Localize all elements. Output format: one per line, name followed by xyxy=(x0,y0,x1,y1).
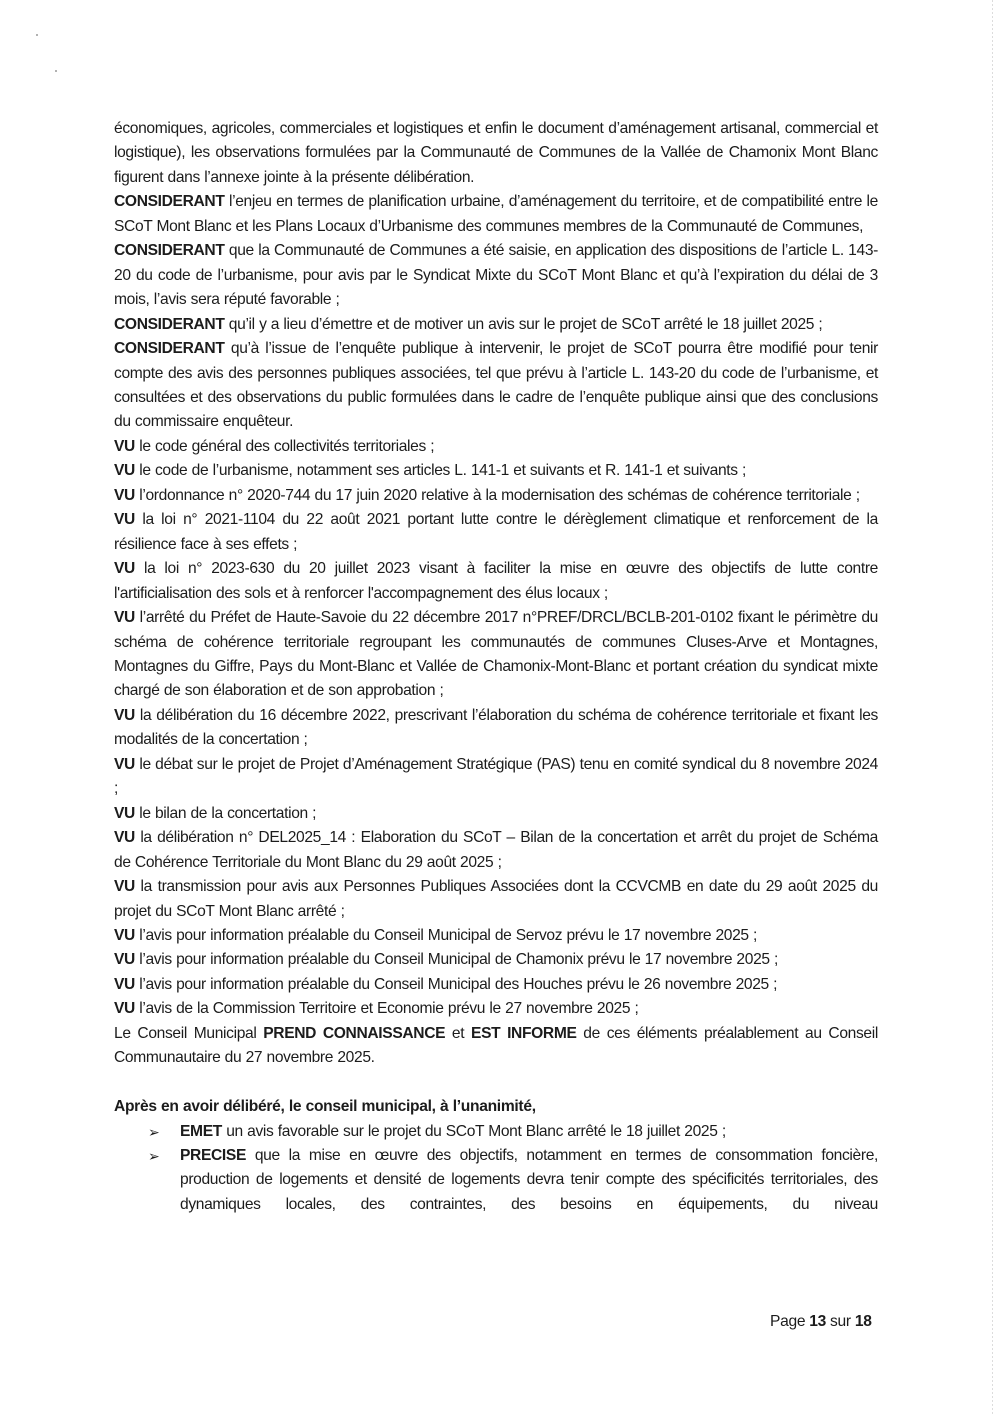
considerant-text: l’enjeu en termes de planification urbaine, d’aménagement du territoire, et de compatibilité entre le SCoT Mont Blanc et les Plans Locaux d’Urbanisme des communes membres de la Communauté de Communes, xyxy=(114,193,878,235)
vu-text: l’avis pour information préalable du Conseil Municipal de Servoz prévu le 17 novembre 2025 ; xyxy=(134,926,758,944)
vu-text: l’avis pour information préalable du Conseil Municipal des Houches prévu le 26 novembre 2025 ; xyxy=(134,975,778,993)
considerant-text: qu’à l’issue de l’enquête publique à intervenir, le projet de SCoT pourra être modifié pour tenir compte des avis des personnes publiques associées, tel que prévu à l’article L. 143-20 du code de l’urbanisme, et consultées et des observations du public formulées dans le cadre de l’enquête publique ainsi que des conclusions du commissaire enquêteur. xyxy=(114,340,878,431)
vu-text: la délibération n° DEL2025_14 : Elaboration du SCoT – Bilan de la concertation et arrêt du projet de Schéma de Cohérence Territoriale du Mont Blanc du 29 août 2025 ; xyxy=(114,829,878,871)
vu-keyword: VU xyxy=(114,755,135,773)
page-number xyxy=(770,1312,872,1332)
decision-text: un avis favorable sur le projet du SCoT Mont Blanc arrêté le 18 juillet 2025 ; xyxy=(221,1122,726,1140)
scan-speck xyxy=(36,34,38,36)
statement-keyword-prend-connaissance: PREND CONNAISSANCE xyxy=(263,1024,446,1042)
vu-paragraph xyxy=(114,484,878,508)
vu-keyword: VU xyxy=(114,804,135,822)
vu-paragraph xyxy=(114,459,878,483)
vu-paragraph xyxy=(114,948,878,972)
vu-paragraph xyxy=(114,973,878,997)
vu-keyword: VU xyxy=(114,1000,135,1018)
considerant-keyword: CONSIDERANT xyxy=(114,193,225,211)
vu-keyword: VU xyxy=(114,609,135,627)
vu-text: la loi n° 2023-630 du 20 juillet 2023 visant à faciliter la mise en œuvre des objectifs de lutte contre l'artificialisation des sols et à renforcer l'accompagnement des élus locaux ; xyxy=(114,560,878,602)
vu-paragraph xyxy=(114,826,878,875)
vu-text: le débat sur le projet de Projet d’Aménagement Stratégique (PAS) tenu en comité syndical du 8 novembre 2024 ; xyxy=(114,755,878,798)
page-separator: sur xyxy=(826,1313,855,1330)
considerant-paragraph xyxy=(114,313,878,337)
decision-heading: Après en avoir délibéré, le conseil municipal, à l’unanimité, xyxy=(114,1098,536,1116)
considerant-keyword: CONSIDERANT xyxy=(114,242,225,260)
vu-keyword: VU xyxy=(114,462,135,480)
total-pages: 18 xyxy=(854,1313,872,1330)
vu-paragraph xyxy=(114,557,878,606)
decision-keyword: EMET xyxy=(180,1122,222,1140)
vu-text: la transmission pour avis aux Personnes Publiques Associées dont la CCVCMB en date du 29 août 2025 du projet du SCoT Mont Blanc arrêté ; xyxy=(114,878,878,920)
vu-text: la délibération du 16 décembre 2022, prescrivant l’élaboration du schéma de cohérence territoriale et fixant les modalités de la concertation ; xyxy=(114,706,878,749)
vu-paragraph xyxy=(114,875,878,924)
considerant-paragraph xyxy=(114,239,878,312)
vu-keyword: VU xyxy=(114,878,135,896)
decision-list xyxy=(114,1120,878,1218)
considerant-text: que la Communauté de Communes a été saisie, en application des dispositions de l’article L. 143-20 du code de l’urbanisme, pour avis par le Syndicat Mixte du SCoT Mont Blanc et qu’à l’expiration du délai de 3 mois, l’avis sera réputé favorable ; xyxy=(114,242,878,309)
considerant-text: qu’il y a lieu d’émettre et de motiver un avis sur le projet de SCoT arrêté le 18 juillet 2025 ; xyxy=(224,315,823,333)
decision-keyword: PRECISE xyxy=(180,1147,247,1165)
vu-paragraph xyxy=(114,606,878,704)
considerant-paragraph xyxy=(114,190,878,239)
blank-line xyxy=(114,1071,878,1095)
vu-text: la loi n° 2021-1104 du 22 août 2021 portant lutte contre le dérèglement climatique et renforcement de la résilience face à ses effets ; xyxy=(114,511,878,553)
vu-keyword: VU xyxy=(114,486,135,504)
vu-keyword: VU xyxy=(114,829,135,847)
decision-item xyxy=(114,1120,878,1144)
considerant-keyword: CONSIDERANT xyxy=(114,315,225,333)
page-label: Page xyxy=(770,1313,810,1330)
vu-keyword: VU xyxy=(114,951,135,969)
vu-paragraph xyxy=(114,435,878,459)
vu-paragraph xyxy=(114,508,878,557)
vu-text: l’ordonnance n° 2020-744 du 17 juin 2020 relative à la modernisation des schémas de cohérence territoriale ; xyxy=(134,486,860,504)
opening-paragraph: économiques, agricoles, commerciales et logistiques et enfin le document d’aménagement artisanal, commercial et logistique), les observations formulées par la Communauté de Communes de la Vallée de Chamonix Mont Blanc figurent dans l’annexe jointe à la présente délibération. xyxy=(114,120,878,186)
arrow-bullet-icon: ➢ xyxy=(148,1123,160,1140)
vu-text: l’avis pour information préalable du Conseil Municipal de Chamonix prévu le 17 novembre 2025 ; xyxy=(134,951,778,969)
vu-text: le code général des collectivités territoriales ; xyxy=(134,437,435,455)
vu-keyword: VU xyxy=(114,975,135,993)
vu-paragraph xyxy=(114,802,878,826)
vu-keyword: VU xyxy=(114,437,135,455)
vu-paragraph xyxy=(114,753,878,802)
vu-paragraph xyxy=(114,924,878,948)
arrow-bullet-icon: ➢ xyxy=(148,1148,160,1165)
scan-speck xyxy=(55,70,57,72)
vu-text: le code de l’urbanisme, notamment ses articles L. 141-1 et suivants et R. 141-1 et suivants ; xyxy=(134,462,746,480)
decision-item xyxy=(114,1144,878,1217)
scan-edge-line xyxy=(992,0,993,1416)
vu-paragraph xyxy=(114,704,878,753)
statement-keyword-est-informe: EST INFORME xyxy=(471,1024,577,1042)
decision-text: que la mise en œuvre des objectifs, notamment en termes de consommation foncière, production de logements et densité de logements devra tenir compte des spécificités territoriales, des dynamiques locales, des contraintes, des besoins en équipements, du niveau xyxy=(180,1147,878,1213)
vu-keyword: VU xyxy=(114,926,135,944)
document-body xyxy=(114,117,878,1217)
vu-keyword: VU xyxy=(114,511,135,529)
vu-text: l’arrêté du Préfet de Haute-Savoie du 22 décembre 2017 n°PREF/DRCL/BCLB-201-0102 fixant le périmètre du schéma de cohérence territoriale regroupant les communautés de communes Cluses-Arve et Montagnes, Montagnes du Giffre, Pays du Mont-Blanc et Vallée de Chamonix-Mont-Blanc et portant création du syndicat mixte chargé de son élaboration et de son approbation ; xyxy=(114,609,878,700)
statement-middle: et xyxy=(445,1024,472,1042)
vu-paragraph xyxy=(114,997,878,1021)
information-statement xyxy=(114,1022,878,1071)
vu-keyword: VU xyxy=(114,706,135,724)
vu-text: le bilan de la concertation ; xyxy=(134,804,317,822)
current-page: 13 xyxy=(809,1313,827,1330)
vu-keyword: VU xyxy=(114,560,135,578)
considerant-keyword: CONSIDERANT xyxy=(114,340,225,358)
statement-prefix: Le Conseil Municipal xyxy=(114,1024,264,1042)
considerant-paragraph xyxy=(114,337,878,435)
statement-suffix: de ces éléments préalablement au Conseil Communautaire du 27 novembre 2025. xyxy=(114,1024,878,1067)
vu-text: l’avis de la Commission Territoire et Economie prévu le 27 novembre 2025 ; xyxy=(134,1000,639,1018)
